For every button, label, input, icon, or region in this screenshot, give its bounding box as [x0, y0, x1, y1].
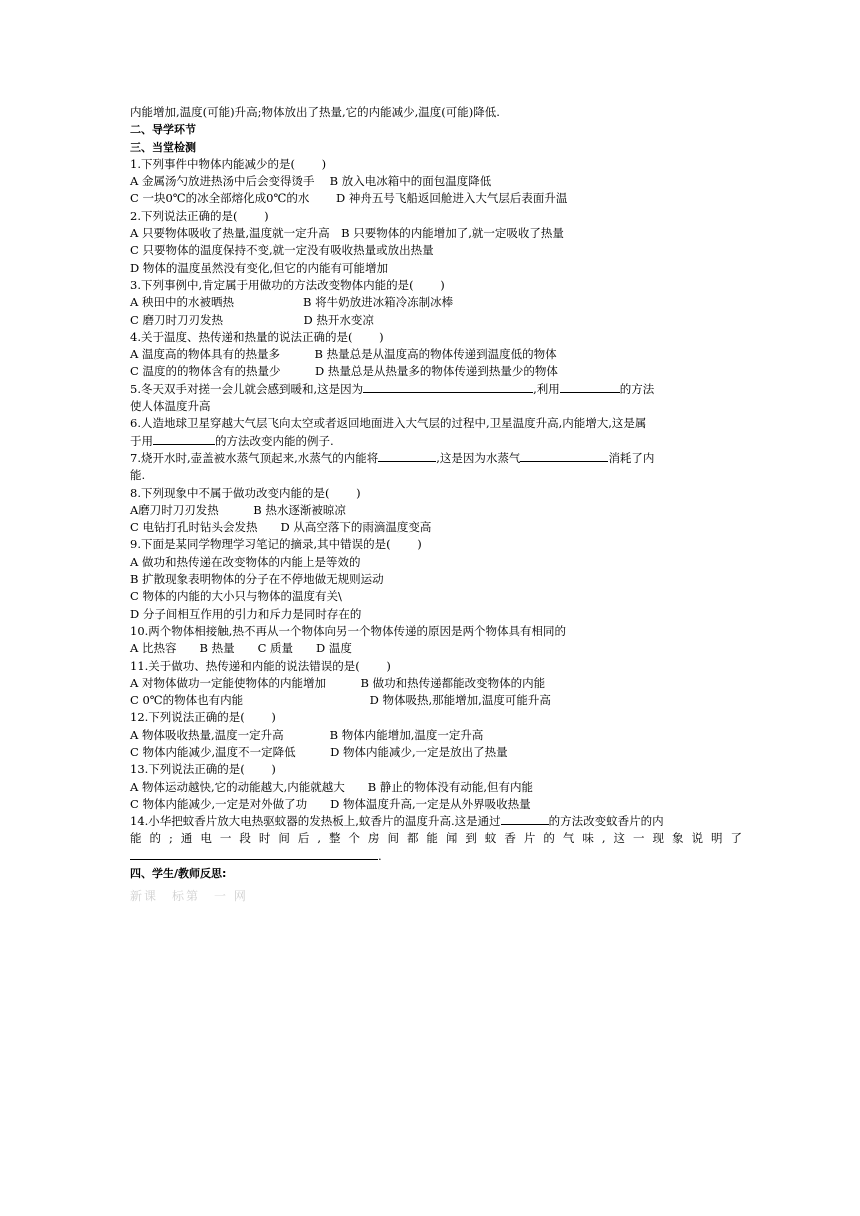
q12-stem: 12.下列说法正确的是( ) [130, 710, 276, 725]
q5-line-2: 使人体温度升高 [130, 399, 211, 414]
q2-options-ab: A 只要物体吸收了热量,温度就一定升高 B 只要物体的内能增加了,就一定吸收了热量 [130, 226, 564, 241]
section-4-title: 四、学生/教师反思: [130, 867, 227, 881]
q8-options-cd: C 电钻打孔时钻头会发热 D 从高空落下的雨滴温度变高 [130, 520, 432, 535]
q14-blank-2 [130, 848, 378, 860]
q9-option-a: A 做功和热传递在改变物体的内能上是等效的 [130, 554, 361, 569]
q3-stem: 3.下列事例中,肯定属于用做功的方法改变物体内能的是( ) [130, 277, 445, 292]
q1-options-ab: A 金属汤勺放进热汤中后会变得烫手 B 放入电冰箱中的面包温度降低 [130, 174, 492, 189]
q2-option-c: C 只要物体的温度保持不变,就一定没有吸收热量或放出热量 [130, 243, 434, 258]
q5-blank-1 [363, 381, 533, 393]
q7-text-1: 7.烧开水时,壶盖被水蒸气顶起来,水蒸气的内能将 [130, 450, 379, 465]
q7-blank-1 [378, 450, 436, 462]
q14-line-3 [130, 848, 742, 865]
q14-blank-1 [501, 813, 549, 825]
q10-stem: 10.两个物体相接触,热不再从一个物体向另一个物体传递的原因是两个物体具有相同的 [130, 623, 566, 638]
q8-stem: 8.下列现象中不属于做功改变内能的是( ) [130, 485, 361, 500]
q10-options: A 比热容 B 热量 C 质量 D 温度 [130, 641, 352, 656]
q6-line-1: 6.人造地球卫星穿越大气层飞向太空或者返回地面进入大气层的过程中,卫星温度升高,内能增大,这是属 [130, 416, 647, 431]
intro-line: 内能增加,温度(可能)升高;物体放出了热量,它的内能减少,温度(可能)降低. [130, 105, 500, 119]
section-3-title: 三、当堂检测 [130, 140, 196, 154]
q7-blank-2 [520, 450, 608, 462]
q4-stem: 4.关于温度、热传递和热量的说法正确的是( ) [130, 329, 384, 344]
q3-options-ab: A 秧田中的水被晒热 B 将牛奶放进冰箱冷冻制冰棒 [130, 295, 454, 310]
q9-option-b: B 扩散现象表明物体的分子在不停地做无规则运动 [130, 572, 384, 587]
q9-option-d: D 分子间相互作用的引力和斥力是同时存在的 [130, 606, 362, 621]
q6-text-1: 于用 [130, 433, 153, 448]
q1-stem: 1.下列事件中物体内能减少的是( ) [130, 156, 327, 171]
q14-line-2: 能的;通电一段时间后,整个房间都能闻到蚊香片的气味,这一现象说明了 [130, 831, 742, 846]
q5-text-2: ,利用 [533, 381, 560, 396]
q5-text-1: 5.冬天双手对搓一会儿就会感到暖和,这是因为 [130, 381, 364, 396]
q7-line-2: 能. [130, 468, 146, 483]
q3-options-cd: C 磨刀时刀刃发热 D 热开水变凉 [130, 312, 374, 327]
q2-option-d: D 物体的温度虽然没有变化,但它的内能有可能增加 [130, 260, 389, 275]
q6-blank [153, 433, 215, 445]
q14-line-1 [130, 813, 742, 830]
q13-options-ab: A 物体运动越快,它的动能越大,内能就越大 B 静止的物体没有动能,但有内能 [130, 779, 534, 794]
q14-text-1: 14.小华把蚊香片放大电热驱蚊器的发热板上,蚊香片的温度升高.这是通过 [130, 814, 501, 829]
q9-stem: 9.下面是某同学物理学习笔记的摘录,其中错误的是( ) [130, 537, 422, 552]
q6-line-2 [130, 433, 742, 450]
q13-stem: 13.下列说法正确的是( ) [130, 762, 276, 777]
q1-options-cd: C 一块0℃的冰全部熔化成0℃的水 D 神舟五号飞船返回舱进入大气层后表面升温 [130, 191, 568, 206]
q5-line-1 [130, 381, 742, 398]
q7-line-1 [130, 450, 742, 467]
q4-options-ab: A 温度高的物体具有的热量多 B 热量总是从温度高的物体传递到温度低的物体 [130, 347, 557, 362]
watermark-text: 新课 标第 一 网 [130, 889, 248, 904]
document-page [130, 104, 742, 906]
q11-options-ab: A 对物体做功一定能使物体的内能增加 B 做功和热传递都能改变物体的内能 [130, 675, 546, 690]
section-2-title: 二、导学环节 [130, 123, 196, 137]
q8-options-ab: A磨刀时刀刃发热 B 热水逐渐被晾凉 [130, 502, 346, 517]
q6-text-2: 的方法改变内能的例子. [215, 433, 334, 448]
q9-option-c: C 物体的内能的大小只与物体的温度有关\ [130, 589, 342, 604]
q12-options-cd: C 物体内能减少,温度不一定降低 D 物体内能减少,一定是放出了热量 [130, 744, 508, 759]
q11-stem: 11.关于做功、热传递和内能的说法错误的是( ) [130, 658, 391, 673]
q2-stem: 2.下列说法正确的是( ) [130, 208, 269, 223]
q5-text-3: 的方法 [619, 381, 655, 396]
q13-options-cd: C 物体内能减少,一定是对外做了功 D 物体温度升高,一定是从外界吸收热量 [130, 796, 531, 811]
q11-options-cd: C 0℃的物体也有内能 D 物体吸热,那能增加,温度可能升高 [130, 693, 551, 708]
q4-options-cd: C 温度的的物体含有的热量少 D 热量总是从热量多的物体传递到热量少的物体 [130, 364, 558, 379]
q5-blank-2 [560, 381, 620, 393]
q14-line-3-end: . [378, 848, 382, 863]
q7-text-2: ,这是因为水蒸气 [436, 450, 521, 465]
q14-text-2: 的方法改变蚊香片的内 [548, 814, 664, 829]
q7-text-3: 消耗了内 [608, 450, 655, 465]
q12-options-ab: A 物体吸收热量,温度一定升高 B 物体内能增加,温度一定升高 [130, 727, 484, 742]
